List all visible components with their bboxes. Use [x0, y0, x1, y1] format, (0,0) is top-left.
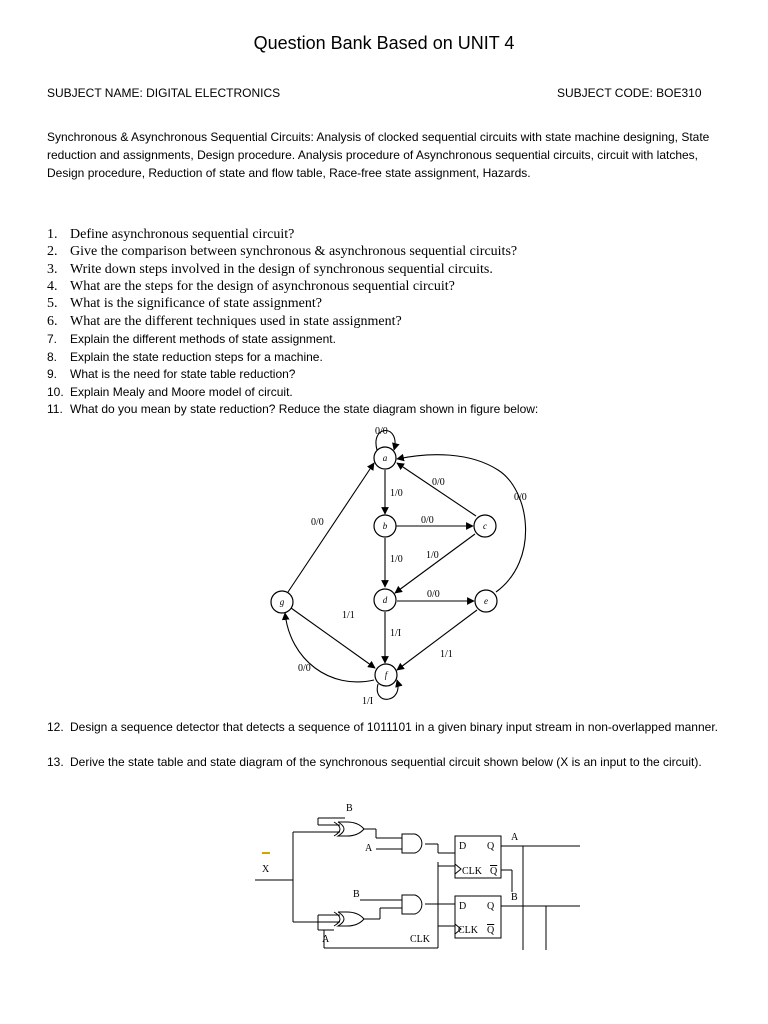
circuit-output-b: B [511, 892, 518, 903]
circuit-label-clk: CLK [410, 934, 430, 945]
edge-label: 0/0 [311, 517, 324, 528]
ff2-d-label: D [459, 901, 467, 912]
question-text: What are the different techniques used in state assignment? [70, 314, 402, 329]
question-text: Define asynchronous sequential circuit? [70, 227, 295, 242]
question-text: Derive the state table and state diagram of the synchronous sequential circuit shown below (X is an input to the circuit). [70, 755, 702, 769]
question-number: 13. [47, 755, 64, 769]
circuit-label-b-mid: B [353, 889, 360, 900]
circuit-label-a-bottom: A [322, 934, 330, 945]
question-number: 11. [47, 402, 63, 416]
state-label-c: c [483, 521, 487, 531]
ff1-qbar-label: Q [490, 866, 498, 877]
question-number: 2. [47, 244, 58, 259]
edge-label: 0/0 [298, 663, 311, 674]
circuit-output-a: A [511, 832, 519, 843]
ff1-q-label: Q [487, 841, 495, 852]
subject-name: SUBJECT NAME: DIGITAL ELECTRONICS [47, 86, 281, 100]
edge-label: 0/0 [514, 492, 527, 503]
edge-label: 0/0 [427, 589, 440, 600]
question-number: 7. [47, 332, 58, 346]
question-text: Design a sequence detector that detects a sequence of 1011101 in a given binary input stream in non-overlapped manner. [70, 720, 718, 734]
edge-label: 0/0 [432, 477, 445, 488]
question-number: 5. [47, 296, 58, 311]
state-label-f: f [384, 670, 388, 680]
xor-gate-top [334, 822, 364, 836]
question-number: 10. [47, 385, 64, 399]
edge-label: 1/0 [390, 554, 403, 565]
question-text: What is the significance of state assignment? [70, 296, 322, 311]
question-number: 9. [47, 367, 58, 381]
ff2-clk-label: CLK [458, 925, 478, 936]
state-label-b: b [382, 521, 388, 531]
question-number: 8. [47, 350, 58, 364]
state-label-g: g [279, 597, 285, 607]
question-text: What is the need for state table reduction? [70, 367, 296, 381]
edge-label: 0/0 [375, 426, 388, 437]
edge-label: 1/0 [390, 488, 403, 499]
state-label-a: a [382, 453, 388, 463]
circuit-label-a-mid: A [365, 843, 373, 854]
question-text: What are the steps for the design of asynchronous sequential circuit? [70, 279, 455, 294]
question-text: Write down steps involved in the design of synchronous sequential circuits. [70, 262, 493, 277]
and-gate-bottom [402, 895, 422, 914]
syllabus-paragraph: Synchronous & Asynchronous Sequential Circuits: Analysis of clocked sequential circuits with state machine designing, State reduction and assignments, Design procedure. Analysis procedure of Asynchronous sequential circuits, circuit with latches, Design procedure, Reduction of state and flow table, Race-free state assignment, Hazards. [47, 130, 710, 180]
ff2-qbar-label: Q [487, 925, 495, 936]
circuit-label-b-top: B [346, 803, 353, 814]
question-text: What do you mean by state reduction? Reduce the state diagram shown in figure below: [70, 402, 539, 416]
question-text: Explain Mealy and Moore model of circuit. [70, 385, 293, 399]
edge-label: 1/0 [426, 550, 439, 561]
edge-label: 0/0 [421, 515, 434, 526]
state-label-d: d [382, 595, 388, 605]
question-number: 6. [47, 314, 58, 329]
xor-gate-bottom [334, 912, 364, 926]
edge-label: 1/I [390, 628, 402, 639]
ff1-clk-label: CLK [462, 866, 482, 877]
question-number: 12. [47, 720, 64, 734]
question-text: Give the comparison between synchronous & asynchronous sequential circuits? [70, 244, 518, 259]
page-title: Question Bank Based on UNIT 4 [253, 33, 515, 53]
ff1-d-label: D [459, 841, 467, 852]
edge-label: 1/1 [440, 649, 453, 660]
question-text: Explain the state reduction steps for a machine. [70, 350, 323, 364]
state-label-e: e [484, 596, 488, 606]
question-number: 3. [47, 262, 58, 277]
edge-label: 1/I [362, 696, 374, 707]
ff2-q-label: Q [487, 901, 495, 912]
question-number: 4. [47, 279, 58, 294]
and-gate-top [402, 834, 422, 853]
question-text: Explain the different methods of state assignment. [70, 332, 336, 346]
question-number: 1. [47, 227, 58, 242]
edge-label: 1/1 [342, 610, 355, 621]
circuit-label-x: X [262, 864, 270, 875]
subject-code: SUBJECT CODE: BOE310 [557, 86, 702, 100]
